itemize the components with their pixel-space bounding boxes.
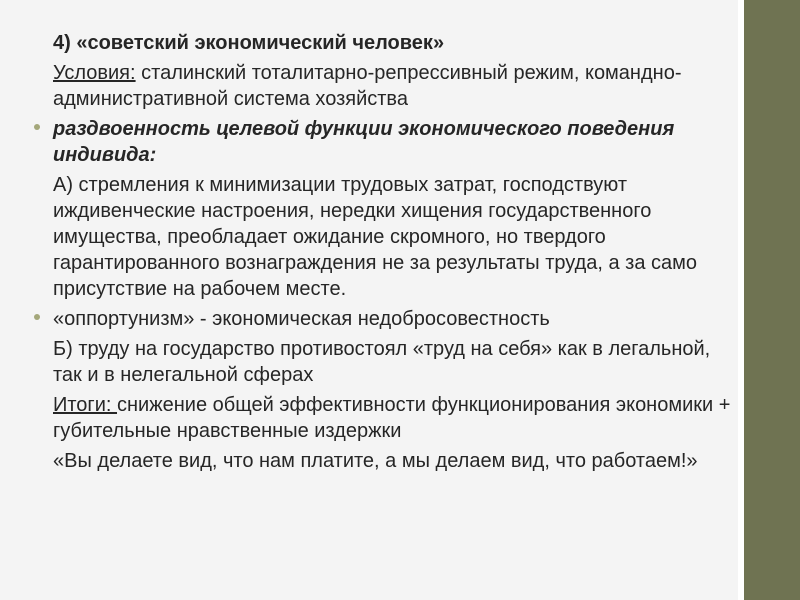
bullet-dot-icon	[34, 314, 40, 320]
decorative-sidebar	[738, 0, 800, 600]
bullet-opportunism-text: «оппортунизм» - экономическая недобросовестность	[53, 308, 550, 330]
bullet-item-duality	[53, 116, 743, 168]
conditions-label: Условия:	[53, 62, 136, 84]
bullet-item-opportunism	[53, 306, 743, 332]
conditions-text: сталинский тоталитарно-репрессивный режим, командно-административной система хозяйства	[53, 62, 682, 110]
results-text: снижение общей эффективности функционирования экономики + губительные нравственные издержки	[53, 394, 731, 442]
bullet-duality-text: раздвоенность целевой функции экономического поведения индивида:	[53, 118, 675, 166]
slide-content	[53, 30, 743, 474]
conditions-paragraph	[53, 60, 743, 112]
results-paragraph	[53, 392, 743, 444]
paragraph-a: А) стремления к минимизации трудовых затрат, господствуют иждивенческие настроения, нередки хищения государственного имущества, преобладает ожидание скромного, но твердого гарантированного вознаграждения не за результаты труда, а за само присутствие на рабочем месте.	[53, 174, 698, 300]
results-label: Итоги:	[53, 394, 118, 416]
paragraph-b: Б) труду на государство противостоял «труд на себя» как в легальной, так и в нелегальной сферах	[53, 338, 711, 386]
slide-title: 4) «советский экономический человек»	[53, 32, 445, 54]
closing-quote: «Вы делаете вид, что нам платите, а мы делаем вид, что работаем!»	[53, 450, 698, 472]
bullet-dot-icon	[34, 124, 40, 130]
